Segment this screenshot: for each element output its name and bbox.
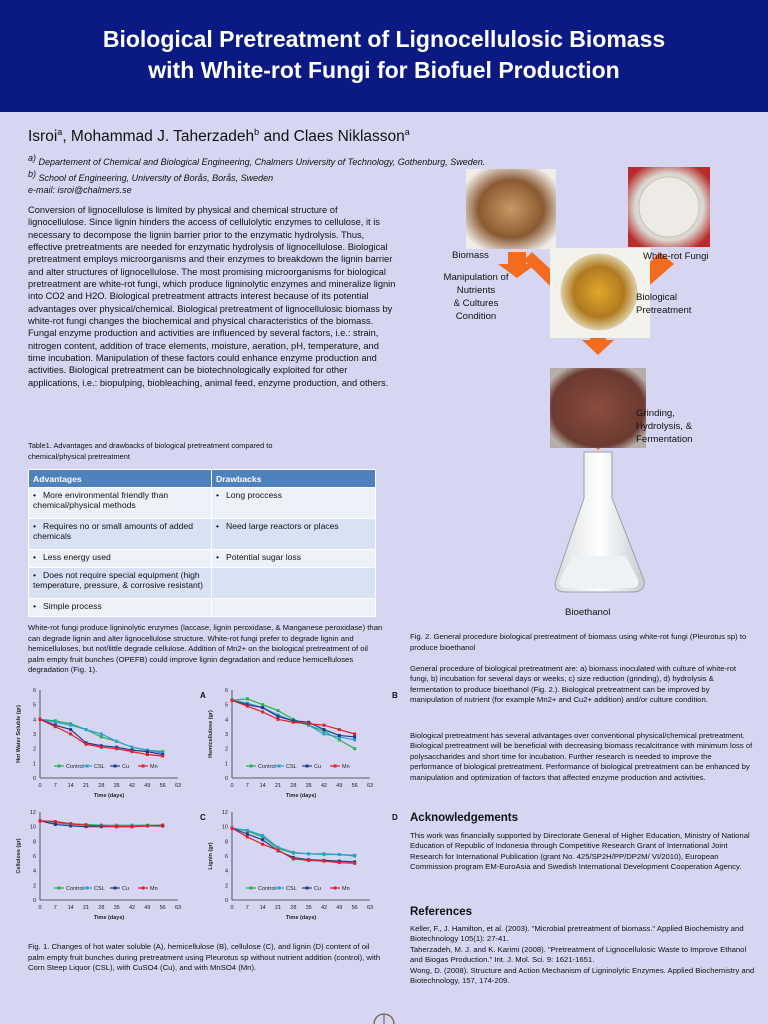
- manipulation-label: Manipulation of Nutrients & Cultures Condition: [443, 272, 509, 322]
- data-point: [353, 862, 356, 865]
- legend-label: Control: [66, 886, 84, 892]
- grinding-label: Grinding, Hydrolysis, & Fermentation: [636, 408, 693, 445]
- data-point: [69, 733, 72, 736]
- panel-label: D: [392, 813, 398, 822]
- legend-label: CSL: [286, 886, 297, 892]
- x-tick-label: 7: [53, 905, 57, 911]
- data-point: [131, 750, 134, 753]
- data-point: [39, 819, 42, 822]
- data-point: [131, 746, 134, 749]
- data-point: [69, 724, 72, 727]
- x-tick-label: 56: [351, 783, 358, 789]
- affil-b: School of Engineering, University of Borås, Borås, Sweden: [38, 173, 274, 183]
- affil-a: Departement of Chemical and Biological Engineering, Chalmers University of Technology, Gothenburg, Sweden.: [38, 157, 486, 167]
- data-point: [292, 851, 295, 854]
- general-procedure-paragraph: General procedure of biological pretreatment are: a) biomass inoculated with culture of white-rot fungi, b) incubation for several days or weeks, c) size reduction (grinding), d) hydrolysis & fermentation to produce bioethanol (Fig. 2.). Biological pretreatment can be improved by manipulation of nutrient (for example Mn2+ and Cu2+ addition) and/or culture condition.: [410, 664, 737, 705]
- x-tick-label: 35: [305, 905, 312, 911]
- legend-marker: [278, 887, 281, 890]
- legend-marker: [250, 765, 253, 768]
- reference-item: Wong, D. (2008). Structure and Action Mechanism of Ligninolytic Enzymes. Applied Biochemistry and Biotechnology, 157, 174-209.: [410, 965, 755, 986]
- data-point: [323, 860, 326, 863]
- x-tick-label: 21: [82, 783, 90, 789]
- data-point: [54, 721, 57, 724]
- x-tick-label: 35: [305, 783, 312, 789]
- figure-1-caption: Fig. 1. Changes of hot water soluble (A), hemicellulose (B), cellulose (C), and lignin (D) content of oil palm empty fruit bunches during pretreatment using Pleurotus sp without nutrient addition (control), with Corn Steep Liquor (CSL), with CuSO4 (Cu), and with MnSO4 (Mn).: [28, 942, 381, 972]
- x-tick-label: 28: [98, 905, 105, 911]
- x-tick-label: 35: [113, 783, 120, 789]
- university-seal-icon: [364, 1010, 404, 1024]
- author-1-sup: a: [57, 127, 63, 137]
- ack-text: This work was financially supported by Directorate General of Higher Education, Ministry of National Education of Republic of Indonesia through Competitive Research Grant of International Joint Research for International Publication (grant No. 425/SP2H/PP/DP2M/ VI/2010), European Commission program EM-EuroAsia and Swedish International Development Cooperation Agency.: [410, 831, 750, 872]
- data-point: [338, 853, 341, 856]
- data-point: [353, 747, 356, 750]
- y-tick-label: 8: [32, 839, 36, 846]
- legend-label: Cu: [122, 886, 130, 892]
- x-tick-label: 42: [320, 905, 328, 911]
- y-tick-label: 2: [32, 883, 36, 890]
- data-point: [246, 833, 249, 836]
- author-3-sup: a: [404, 127, 410, 137]
- table-cell: • Does not require special equipment (high temperature, pressure, & corrosive resistant): [29, 568, 212, 599]
- ack-heading: Acknowledgements: [410, 812, 518, 824]
- reference-item: Taherzadeh, M. J. and K. Karimi (2008). "Pretreatment of Lignocellulosic Waste to Improve Ethanol and Biogas Production." Int. J. Mol. Sci. 9: 1621-1651.: [410, 944, 747, 965]
- data-point: [323, 733, 326, 736]
- table-cell: [212, 568, 376, 599]
- bioethanol-label: Bioethanol: [565, 607, 611, 618]
- x-tick-label: 63: [174, 783, 182, 789]
- affil-a-mark: a): [28, 153, 37, 163]
- legend-label: Control: [258, 886, 276, 892]
- data-point: [277, 718, 280, 721]
- data-point: [277, 846, 280, 849]
- y-tick-label: 0: [32, 898, 36, 904]
- table1-caption: Table1. Advantages and drawbacks of biological pretreatment compared to chemical/physical pretreatment: [28, 441, 273, 461]
- data-point: [54, 820, 57, 823]
- legend-marker: [334, 765, 337, 768]
- title-line-1: Biological Pretreatment of Lignocellulosic Biomass: [102, 26, 666, 52]
- data-point: [277, 715, 280, 718]
- y-tick-label: 4: [224, 868, 228, 875]
- x-tick-label: 0: [38, 783, 42, 789]
- y-tick-label: 5: [32, 702, 36, 709]
- y-tick-label: 0: [224, 776, 228, 782]
- x-axis-label: Time (days): [285, 915, 317, 921]
- x-tick-label: 7: [245, 783, 249, 789]
- data-point: [231, 699, 234, 702]
- col-advantages: Advantages: [29, 470, 212, 488]
- figure-2-caption: Fig. 2. General procedure biological pretreatment of biomass using white-rot fungi (Pleurotus sp) to produce bioethanol: [410, 632, 747, 652]
- author-2-sup: b: [254, 127, 260, 137]
- legend-label: CSL: [94, 886, 105, 892]
- reference-item: Keller, F., J. Hamilton, et al. (2003). "Microbial pretreatment of biomass." Applied Biochemistry and Biotechnology 105(1): 27-41.: [410, 924, 744, 944]
- x-tick-label: 35: [113, 905, 120, 911]
- x-tick-label: 14: [259, 905, 266, 911]
- data-point: [146, 753, 149, 756]
- legend-marker: [58, 887, 61, 890]
- data-point: [292, 721, 295, 724]
- data-point: [353, 854, 356, 857]
- y-axis-label: Hemicellulose (gr): [208, 710, 214, 758]
- data-point: [85, 743, 88, 746]
- petri-dish-icon: [639, 177, 699, 237]
- y-tick-label: 2: [224, 746, 228, 753]
- data-point: [131, 825, 134, 828]
- x-tick-label: 42: [128, 783, 136, 789]
- data-point: [307, 722, 310, 725]
- data-point: [261, 703, 264, 706]
- y-tick-label: 4: [32, 868, 36, 875]
- data-point: [277, 849, 280, 852]
- abstract: Conversion of lignocellulose is limited by physical and chemical structure of lignocellulose. Since lignin hinders the access of cellulolytic enzymes to cellulose, it is necessary to decompose the lignin barrier prior to the enzymatic hydrolysis. Thus, effective pretreatments are needed for enzymatic hydrolysis of lignocellulose. Biological pretreatment employs microorganisms and their enzymes to breakdown the lignin barrier and alter structures of lignocellulose. The most promising microorganisms for biological pretreatment are white-rot fungi, which produce ligninolytic enzymes and mineralize lignin into CO2 and H2O. Biological pretreatment attracts interest because of its potential advantages over physical/chemical. Biological pretreatment of lignocellulosic biomass by white-rot fungi changes the biochemical and physical characteristics of the biomass. Fungal enzyme production and activities are influenced by several factors, i.e.: strain, nitrogen content, addition of trace elements, moisture, aeration, pH, temperature, and time incubation. Manipulation of these factors could enhance enzyme production and activities. Biological pretreatment can be biotechnologically exploited for other applications, i.e.: biopulping, biobleaching, animal feed, enzyme production, and others.: [28, 205, 396, 388]
- data-point: [161, 755, 164, 758]
- legend-marker: [142, 887, 145, 890]
- references-list: [410, 924, 755, 986]
- data-point: [100, 735, 103, 738]
- legend-marker: [114, 765, 117, 768]
- ligninolytic-paragraph: White-rot fungi produce ligninolytic enzymes (laccase, lignin peroxidase, & Manganese peroxidase) than can degrade lignin and alter lignocellulose structure. White-rot fungi prefer to degrade lignin and hemicelluloses, but not/little degrade cellulose. Addition of Mn2+ on the biological pretreatment of oil palm empty fruit bunches (OPEFB) could improve lignin degradation and reduce hemicelluloses degradation (Fig. 1).: [28, 623, 383, 675]
- x-axis-label: Time (days): [93, 793, 125, 799]
- y-tick-label: 1: [224, 761, 228, 768]
- data-point: [261, 706, 264, 709]
- x-tick-label: 7: [245, 905, 249, 911]
- x-tick-label: 28: [98, 783, 105, 789]
- references-heading: References: [410, 906, 473, 918]
- legend-label: Control: [258, 764, 276, 770]
- email: e-mail: isroi@chalmers.se: [28, 185, 132, 195]
- legend-label: Cu: [314, 764, 322, 770]
- data-point: [323, 724, 326, 727]
- data-point: [261, 834, 264, 837]
- y-tick-label: 5: [224, 702, 228, 709]
- x-tick-label: 14: [67, 905, 74, 911]
- x-tick-label: 14: [259, 783, 266, 789]
- x-tick-label: 0: [230, 783, 234, 789]
- biomass-photo: [466, 169, 556, 249]
- data-point: [338, 738, 341, 741]
- legend-label: Cu: [122, 764, 130, 770]
- legend-label: Mn: [150, 886, 158, 892]
- y-tick-label: 0: [32, 776, 36, 782]
- x-tick-label: 56: [159, 905, 166, 911]
- title-line-2: with White-rot Fungi for Biofuel Production: [148, 57, 620, 83]
- header-banner: [0, 0, 768, 112]
- legend-marker: [278, 765, 281, 768]
- data-point: [69, 728, 72, 731]
- data-point: [146, 750, 149, 753]
- legend-marker: [114, 887, 117, 890]
- legend-label: CSL: [286, 764, 297, 770]
- col-drawbacks: Drawbacks: [212, 470, 376, 488]
- legend-label: Mn: [150, 764, 158, 770]
- table-cell: • More environmental friendly than chemical/physical methods: [29, 488, 212, 519]
- data-point: [100, 746, 103, 749]
- y-tick-label: 4: [224, 717, 228, 724]
- data-point: [353, 738, 356, 741]
- poster-title: [0, 24, 768, 86]
- ground-biomass-photo: [550, 368, 646, 448]
- fungal-culture-dish: [561, 254, 637, 330]
- y-tick-label: 2: [32, 746, 36, 753]
- data-point: [323, 728, 326, 731]
- data-point: [292, 857, 295, 860]
- x-axis-label: Time (days): [93, 915, 125, 921]
- y-tick-label: 2: [224, 883, 228, 890]
- y-tick-label: 3: [32, 732, 36, 738]
- x-tick-label: 49: [144, 783, 151, 789]
- data-point: [115, 740, 118, 743]
- data-point: [85, 728, 88, 731]
- y-tick-label: 0: [224, 898, 228, 904]
- y-tick-label: 8: [224, 839, 228, 846]
- data-point: [246, 705, 249, 708]
- data-point: [323, 852, 326, 855]
- data-point: [85, 824, 88, 827]
- data-point: [353, 733, 356, 736]
- advantages-table: [28, 469, 376, 617]
- data-point: [261, 711, 264, 714]
- data-point: [246, 829, 249, 832]
- legend-label: Mn: [342, 764, 350, 770]
- panel-label: A: [200, 691, 206, 700]
- data-point: [307, 852, 310, 855]
- x-tick-label: 42: [320, 783, 328, 789]
- panel-label: C: [200, 813, 206, 822]
- y-tick-label: 1: [32, 761, 36, 768]
- x-tick-label: 0: [230, 905, 234, 911]
- flow-diagram: [400, 160, 768, 620]
- x-tick-label: 63: [366, 783, 374, 789]
- x-tick-label: 14: [67, 783, 74, 789]
- y-tick-label: 10: [221, 824, 228, 831]
- legend-marker: [306, 887, 309, 890]
- y-tick-label: 12: [29, 810, 36, 816]
- data-point: [338, 728, 341, 731]
- x-tick-label: 7: [53, 783, 57, 789]
- x-tick-label: 56: [159, 783, 166, 789]
- figure-1-charts: [0, 680, 400, 940]
- x-tick-label: 56: [351, 905, 358, 911]
- x-axis-label: Time (days): [285, 793, 317, 799]
- y-tick-label: 6: [224, 854, 228, 860]
- x-tick-label: 28: [290, 905, 297, 911]
- data-point: [161, 824, 164, 827]
- table-cell: • Requires no or small amounts of added chemicals: [29, 519, 212, 550]
- data-point: [277, 709, 280, 712]
- x-tick-label: 0: [38, 905, 42, 911]
- legend-label: CSL: [94, 764, 105, 770]
- data-point: [100, 733, 103, 736]
- author-list: [28, 127, 410, 146]
- data-point: [115, 747, 118, 750]
- legend-marker: [86, 887, 89, 890]
- y-tick-label: 6: [224, 688, 228, 694]
- author-3: and Claes Niklasson: [259, 128, 405, 146]
- legend-marker: [250, 887, 253, 890]
- table-cell: • Long proccess: [212, 488, 376, 519]
- legend-label: Cu: [314, 886, 322, 892]
- x-tick-label: 63: [366, 905, 374, 911]
- data-point: [338, 734, 341, 737]
- data-point: [69, 822, 72, 825]
- advantages-paragraph: Biological pretreatment has several advantages over conventional physical/chemical pretreatment. Biological pretreatment will be beneficial with decreasing biomass recalcitrance with minimum loss of polysaccharides and short time for incubation. Further research is needed to improve the performance of biological pretreatment. Performance of biological pretreatment can be enhanced by manipulation and optimization of factors that affected enzyme production and activities.: [410, 731, 753, 782]
- table-cell: [212, 598, 376, 616]
- table-cell: • Potential sugar loss: [212, 549, 376, 567]
- data-point: [115, 825, 118, 828]
- x-tick-label: 42: [128, 905, 136, 911]
- x-tick-label: 49: [336, 905, 343, 911]
- x-tick-label: 21: [82, 905, 90, 911]
- data-point: [307, 859, 310, 862]
- data-point: [261, 843, 264, 846]
- biomass-label: Biomass: [452, 250, 489, 261]
- legend-marker: [334, 887, 337, 890]
- data-point: [246, 697, 249, 700]
- x-tick-label: 63: [174, 905, 182, 911]
- data-point: [146, 824, 149, 827]
- table-cell: • Need large reactors or places: [212, 519, 376, 550]
- pretreatment-label: Biological Pretreatment: [636, 292, 692, 316]
- data-point: [100, 824, 103, 827]
- table-cell: • Less energy used: [29, 549, 212, 567]
- affil-b-mark: b): [28, 169, 37, 179]
- y-tick-label: 12: [221, 810, 228, 816]
- legend-marker: [86, 765, 89, 768]
- table-cell: • Simple process: [29, 598, 212, 616]
- data-point: [54, 725, 57, 728]
- legend-marker: [142, 765, 145, 768]
- ethanol-liquid: [560, 556, 639, 588]
- x-tick-label: 49: [336, 783, 343, 789]
- data-point: [54, 823, 57, 826]
- y-tick-label: 6: [32, 688, 36, 694]
- fungi-label: White-rot Fungi: [643, 251, 709, 262]
- data-point: [338, 861, 341, 864]
- x-tick-label: 21: [274, 783, 282, 789]
- y-axis-label: Lignin (gr): [208, 842, 214, 870]
- data-point: [261, 838, 264, 841]
- y-tick-label: 3: [224, 732, 228, 738]
- legend-marker: [306, 765, 309, 768]
- x-tick-label: 21: [274, 905, 282, 911]
- author-1: Isroi: [28, 128, 58, 146]
- data-point: [39, 718, 42, 721]
- author-2: , Mohammad J. Taherzadeh: [62, 128, 255, 146]
- y-tick-label: 10: [29, 824, 36, 831]
- y-axis-label: Cellulose (gr): [16, 838, 22, 874]
- legend-label: Control: [66, 764, 84, 770]
- x-tick-label: 28: [290, 783, 297, 789]
- data-point: [231, 827, 234, 830]
- panel-label: B: [392, 691, 398, 700]
- x-tick-label: 49: [144, 905, 151, 911]
- data-point: [246, 835, 249, 838]
- y-tick-label: 4: [32, 717, 36, 724]
- legend-marker: [58, 765, 61, 768]
- y-tick-label: 6: [32, 854, 36, 860]
- data-point: [353, 735, 356, 738]
- y-axis-label: Hot Water Soluble (gr): [16, 705, 22, 763]
- legend-label: Mn: [342, 886, 350, 892]
